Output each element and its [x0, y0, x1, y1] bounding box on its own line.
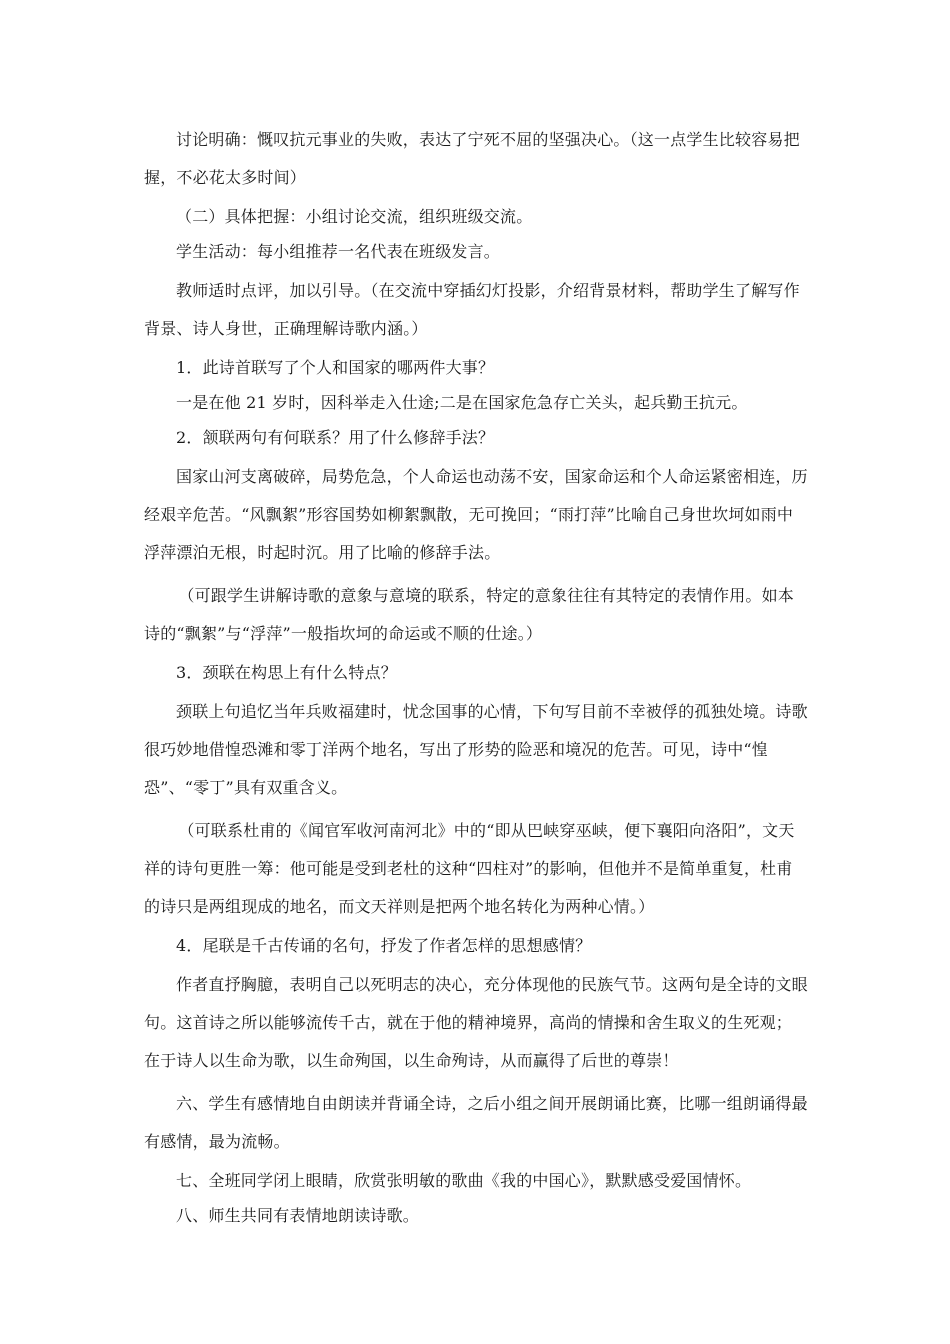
question-3: 3．颈联在构思上有什么特点？ [176, 663, 397, 682]
note-du-fu-comparison: （可联系杜甫的《闻官军收河南河北》中的“即从巴峡穿巫峡，便下襄阳向洛阳”，文天祥的诗句更胜一筹：他可能是受到老杜的这种“四柱对”的影响，但他并不是简单重复，杜甫的诗只是两组现成的地名，而文天祥则是把两个地名转化为两种心情。） [144, 821, 795, 916]
answer-3: 颈联上句追忆当年兵败福建时，忧念国事的心情，下句写目前不幸被俘的孤独处境。诗歌很巧妙地借惶恐滩和零丁洋两个地名，写出了形势的险恶和境况的危苦。可见，诗中“惶恐”、“零丁”具有双重含义。 [144, 702, 808, 797]
step-eight: 八、师生共同有表情地朗读诗歌。 [176, 1206, 420, 1225]
paragraph-discussion-conclusion: 讨论明确：慨叹抗元事业的失败，表达了宁死不屈的坚强决心。（这一点学生比较容易把握，不必花太多时间） [144, 130, 800, 187]
answer-2: 国家山河支离破碎，局势危急，个人命运也动荡不安，国家命运和个人命运紧密相连，历经艰辛危苦。“风飘絮”形容国势如柳絮飘散，无可挽回；“雨打萍”比喻自己身世坎坷如雨中浮萍漂泊无根，时起时沉。用了比喻的修辞手法。 [144, 467, 808, 562]
step-seven: 七、全班同学闭上眼睛，欣赏张明敏的歌曲《我的中国心》，默默感受爱国情怀。 [176, 1171, 752, 1190]
answer-1: 一是在他 21 岁时，因科举走入仕途;二是在国家危急存亡关头，起兵勤王抗元。 [176, 393, 748, 412]
paragraph-teacher-guidance: 教师适时点评，加以引导。（在交流中穿插幻灯投影，介绍背景材料，帮助学生了解写作背景、诗人身世，正确理解诗歌内涵。） [144, 281, 800, 338]
answer-4: 作者直抒胸臆，表明自己以死明志的决心，充分体现他的民族气节。这两句是全诗的文眼句。这首诗之所以能够流传千古，就在于他的精神境界，高尚的情操和舍生取义的生死观；在于诗人以生命为歌，以生命殉国，以生命殉诗，从而赢得了后世的尊崇！ [144, 975, 808, 1070]
paragraph-section-two-heading: （二）具体把握：小组讨论交流，组织班级交流。 [176, 207, 533, 226]
note-imagery: （可跟学生讲解诗歌的意象与意境的联系，特定的意象往往有其特定的表情作用。如本诗的“飘絮”与“浮萍”一般指坎坷的命运或不顺的仕途。） [144, 586, 794, 643]
document-body [144, 121, 808, 1231]
paragraph-student-activity: 学生活动：每小组推荐一名代表在班级发言。 [176, 242, 501, 261]
question-4: 4．尾联是千古传诵的名句，抒发了作者怎样的思想感情？ [176, 936, 592, 955]
step-six: 六、学生有感情地自由朗读并背诵全诗，之后小组之间开展朗诵比赛，比哪一组朗诵得最有感情，最为流畅。 [144, 1094, 808, 1151]
question-1: 1．此诗首联写了个人和国家的哪两件大事？ [176, 358, 495, 377]
question-2: 2．颔联两句有何联系？用了什么修辞手法？ [176, 428, 495, 447]
